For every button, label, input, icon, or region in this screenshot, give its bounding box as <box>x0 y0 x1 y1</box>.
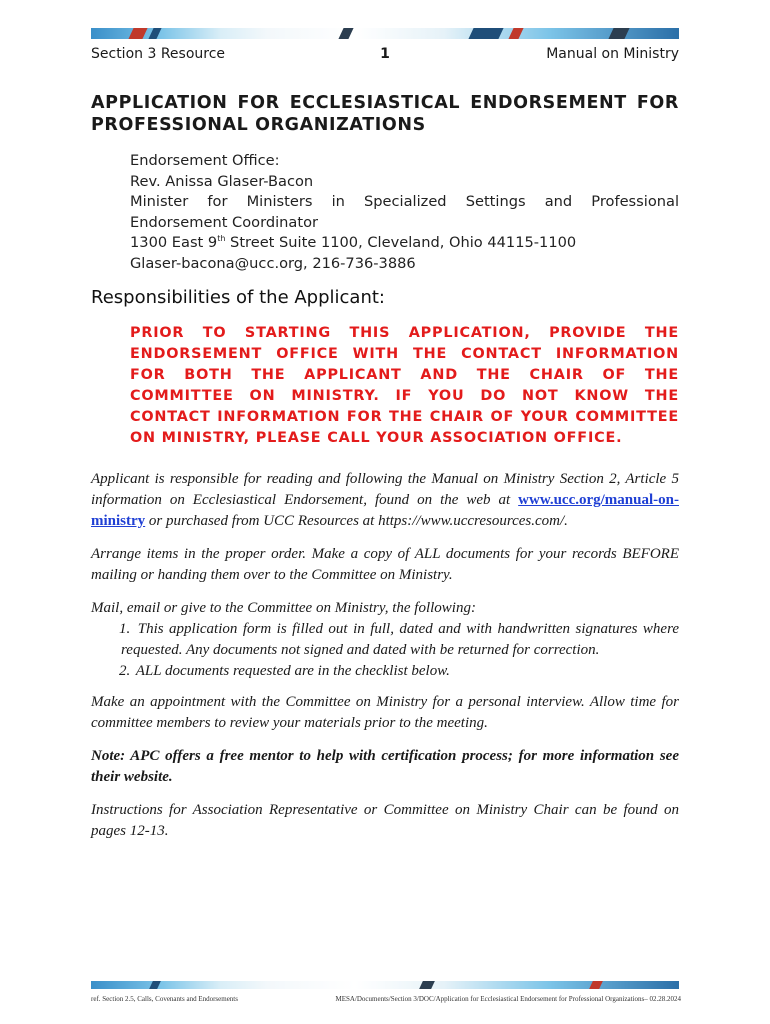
office-label: Endorsement Office: <box>130 152 280 169</box>
paragraph-mail-intro: Mail, email or give to the Committee on Ministry, the following: <box>91 600 476 616</box>
requirements-list <box>91 619 679 682</box>
endorsement-office-block <box>130 151 679 275</box>
document-title: APPLICATION FOR ECCLESIASTICAL ENDORSEMENT FOR PROFESSIONAL ORGANIZATIONS <box>91 93 679 135</box>
office-role-line2: Endorsement Coordinator <box>130 213 319 231</box>
paragraph-arrange-items: Arrange items in the proper order. Make a copy of ALL documents for your records BEFORE mailing or handing them over to the Committee on Ministry. <box>91 546 679 583</box>
office-role-line1: Minister for Ministers in Specialized Settings and Professional <box>130 193 679 211</box>
office-name: Rev. Anissa Glaser-Bacon <box>130 172 314 190</box>
office-contact: Glaser-bacona@ucc.org, 216-736-3886 <box>130 254 416 272</box>
header-decorative-band <box>91 28 679 39</box>
footer-decorative-band <box>91 981 679 989</box>
page-number: 1 <box>380 46 390 62</box>
list-item: 2. ALL documents requested are in the checklist below. <box>119 663 450 679</box>
paragraph-manual-info: Applicant is responsible for reading and following the Manual on Ministry Section 2, Article 5 information on Ecclesiastical Endorsement, found on the web at www.ucc.org/manual-on-ministry or purchased from UCC Resources at https://www.uccresources.com/. <box>91 471 679 529</box>
office-address: 1300 East 9th Street Suite 1100, Cleveland, Ohio 44115-1100 <box>130 234 577 252</box>
manual-link[interactable]: www.ucc.org/manual-on-ministry <box>91 492 679 529</box>
warning-notice: PRIOR TO STARTING THIS APPLICATION, PROVIDE THE ENDORSEMENT OFFICE WITH THE CONTACT INFORMATION FOR BOTH THE APPLICANT AND THE CHAIR OF THE COMMITTEE ON MINISTRY. IF YOU DO NOT KNOW THE CONTACT INFORMATION FOR THE CHAIR OF YOUR COMMITTEE ON MINISTRY, PLEASE CALL YOUR ASSOCIATION OFFICE. <box>130 325 679 446</box>
header-manual: Manual on Ministry <box>546 46 679 62</box>
footer-path: MESA/Documents/Section 3/DOC/Application for Ecclesiastical Endorsement for Professional Organizations– 02.28.2024 <box>335 995 681 1003</box>
apc-mentor-note: Note: APC offers a free mentor to help with certification process; for more information see their website. <box>91 748 679 785</box>
paragraph-instructions: Instructions for Association Representative or Committee on Ministry Chair can be found on pages 12-13. <box>91 802 679 839</box>
section-heading: Responsibilities of the Applicant: <box>91 287 385 308</box>
header-section: Section 3 Resource <box>91 46 226 62</box>
footer-reference: ref. Section 2.5, Calls, Covenants and Endorsements <box>91 995 238 1003</box>
paragraph-appointment: Make an appointment with the Committee on Ministry for a personal interview. Allow time for committee members to review your materials prior to the meeting. <box>91 694 679 731</box>
list-item: 1. This application form is filled out in full, dated and with handwritten signatures where requested. Any documents not signed and dated with be returned for correction. <box>119 621 680 658</box>
page-header <box>91 46 679 64</box>
